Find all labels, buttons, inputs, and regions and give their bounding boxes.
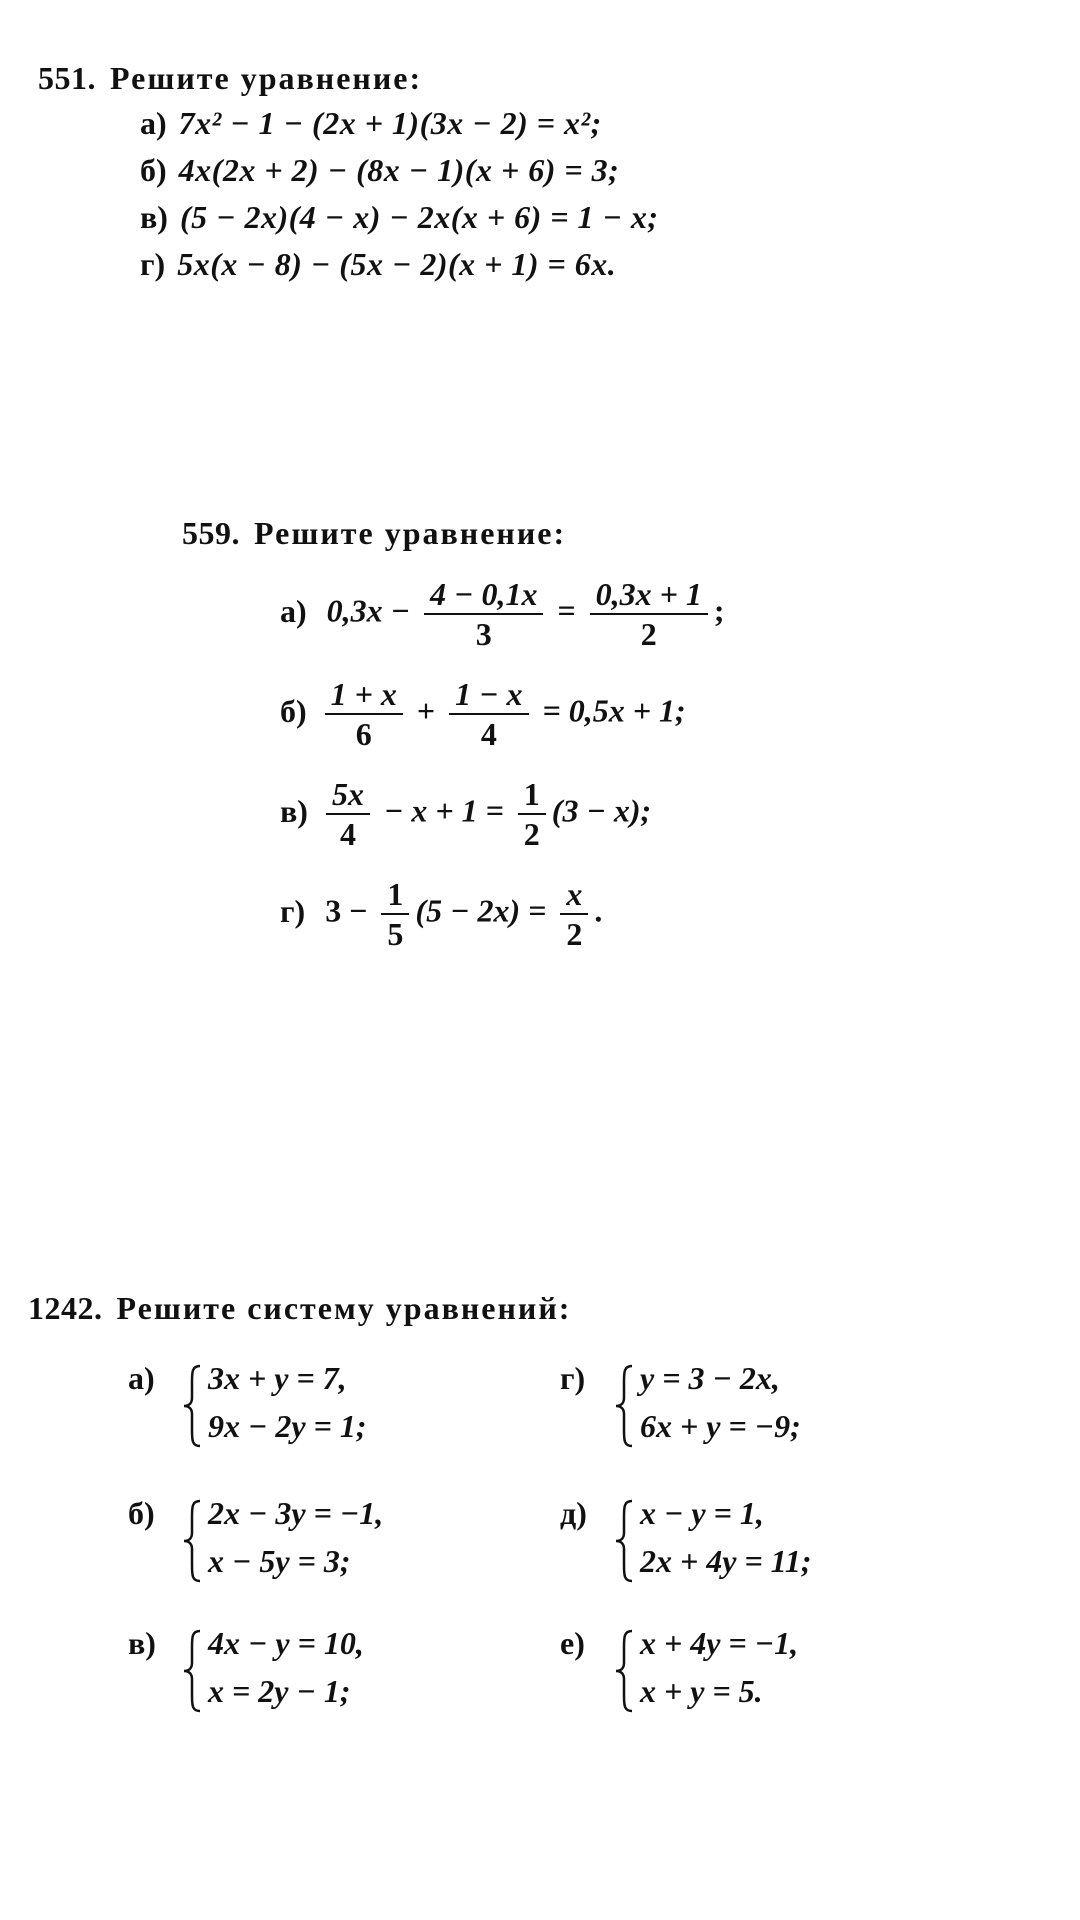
equation-lead: 3 − <box>325 892 368 929</box>
equation-mid: − x + 1 = <box>383 792 504 829</box>
item-label: б) <box>280 692 307 729</box>
fraction <box>449 675 528 754</box>
item-label: д) <box>560 1495 587 1531</box>
equation-text: 4x(2x + 2) − (8x − 1)(x + 6) = 3; <box>178 152 620 188</box>
fraction-denominator: 4 <box>339 816 356 853</box>
system-line-2: x = 2y − 1; <box>208 1673 351 1709</box>
item-label: б) <box>128 1495 155 1531</box>
equation-551-a <box>140 105 602 142</box>
system-line-1: 3x + y = 7, <box>208 1360 347 1396</box>
equation-559-a <box>280 575 725 654</box>
problem-551 <box>38 60 422 97</box>
system-line-1: 4x − y = 10, <box>208 1625 364 1661</box>
item-label: в) <box>128 1625 156 1661</box>
equation-559-d <box>280 875 602 954</box>
item-label: б) <box>140 152 167 188</box>
system-line-2: 6x + y = −9; <box>640 1408 801 1444</box>
fraction-numerator: 0,3x + 1 <box>590 575 708 615</box>
fraction <box>590 575 708 654</box>
equation-551-d <box>140 246 616 283</box>
problem-title: Решите уравнение: <box>110 60 423 96</box>
equation-mid: + <box>416 692 436 729</box>
item-label: г) <box>140 246 166 282</box>
problem-559-header <box>182 515 566 552</box>
item-label: г) <box>280 892 306 929</box>
problem-title: Решите систему уравнений: <box>116 1290 572 1326</box>
fraction-numerator: 1 <box>381 875 409 915</box>
equation-559-c <box>280 775 651 854</box>
equation-559-b <box>280 675 686 754</box>
brace-icon <box>180 1364 204 1448</box>
fraction-denominator: 4 <box>480 716 497 753</box>
brace-icon <box>612 1364 636 1448</box>
fraction-denominator: 2 <box>640 616 657 653</box>
system-line-1: x − y = 1, <box>640 1495 764 1531</box>
fraction-denominator: 6 <box>355 716 372 753</box>
system-line-1: x + 4y = −1, <box>640 1625 799 1661</box>
equation-mid: = <box>557 592 576 629</box>
problem-number: 551. <box>38 60 96 96</box>
equation-tail: = 0,5x + 1; <box>542 692 686 729</box>
system-line-2: 9x − 2y = 1; <box>208 1408 367 1444</box>
fraction <box>518 775 546 854</box>
fraction-denominator: 2 <box>523 816 540 853</box>
brace-icon <box>612 1629 636 1713</box>
brace-icon <box>612 1499 636 1583</box>
equation-tail: (3 − x); <box>551 792 652 829</box>
equation-tail: . <box>594 892 603 929</box>
equation-tail: ; <box>713 592 725 629</box>
fraction-numerator: 4 − 0,1x <box>424 575 543 615</box>
fraction-numerator: 5x <box>326 775 370 815</box>
item-label: а) <box>128 1360 155 1396</box>
item-label: в) <box>140 199 168 235</box>
equation-551-b <box>140 152 619 189</box>
fraction-denominator: 3 <box>475 616 492 653</box>
fraction <box>424 575 543 654</box>
item-label: г) <box>560 1360 586 1396</box>
equation-text: 7x² − 1 − (2x + 1)(3x − 2) = x²; <box>178 105 602 141</box>
brace-icon <box>180 1629 204 1713</box>
equation-mid: (5 − 2x) = <box>415 892 547 929</box>
system-line-2: 2x + 4y = 11; <box>640 1543 812 1579</box>
problem-1242 <box>28 1290 571 1327</box>
item-label: а) <box>280 592 307 629</box>
item-label: в) <box>280 792 308 829</box>
system-line-1: y = 3 − 2x, <box>640 1360 780 1396</box>
fraction-numerator: 1 − x <box>449 675 528 715</box>
equation-551-c <box>140 199 659 236</box>
fraction-numerator: x <box>560 875 588 915</box>
problem-number: 559. <box>182 515 240 551</box>
equation-text: (5 − 2x)(4 − x) − 2x(x + 6) = 1 − x; <box>179 199 659 235</box>
problem-1242-header <box>28 1290 571 1327</box>
system-line-2: x − 5y = 3; <box>208 1543 351 1579</box>
problem-title: Решите уравнение: <box>254 515 567 551</box>
fraction <box>560 875 588 954</box>
item-label: е) <box>560 1625 585 1661</box>
fraction <box>381 875 409 954</box>
fraction-denominator: 2 <box>566 916 583 953</box>
problem-551-header <box>38 60 422 97</box>
problem-559 <box>182 515 566 552</box>
equation-text: 5x(x − 8) − (5x − 2)(x + 1) = 6x. <box>177 246 617 282</box>
fraction <box>325 675 403 754</box>
fraction-denominator: 5 <box>387 916 404 953</box>
brace-icon <box>180 1499 204 1583</box>
problem-number: 1242. <box>28 1290 103 1326</box>
fraction-numerator: 1 <box>518 775 546 815</box>
item-label: а) <box>140 105 167 141</box>
system-line-1: 2x − 3y = −1, <box>208 1495 384 1531</box>
system-line-2: x + y = 5. <box>640 1673 763 1709</box>
fraction-numerator: 1 + x <box>325 675 403 715</box>
equation-lead: 0,3x − <box>326 592 411 629</box>
fraction <box>326 775 370 854</box>
